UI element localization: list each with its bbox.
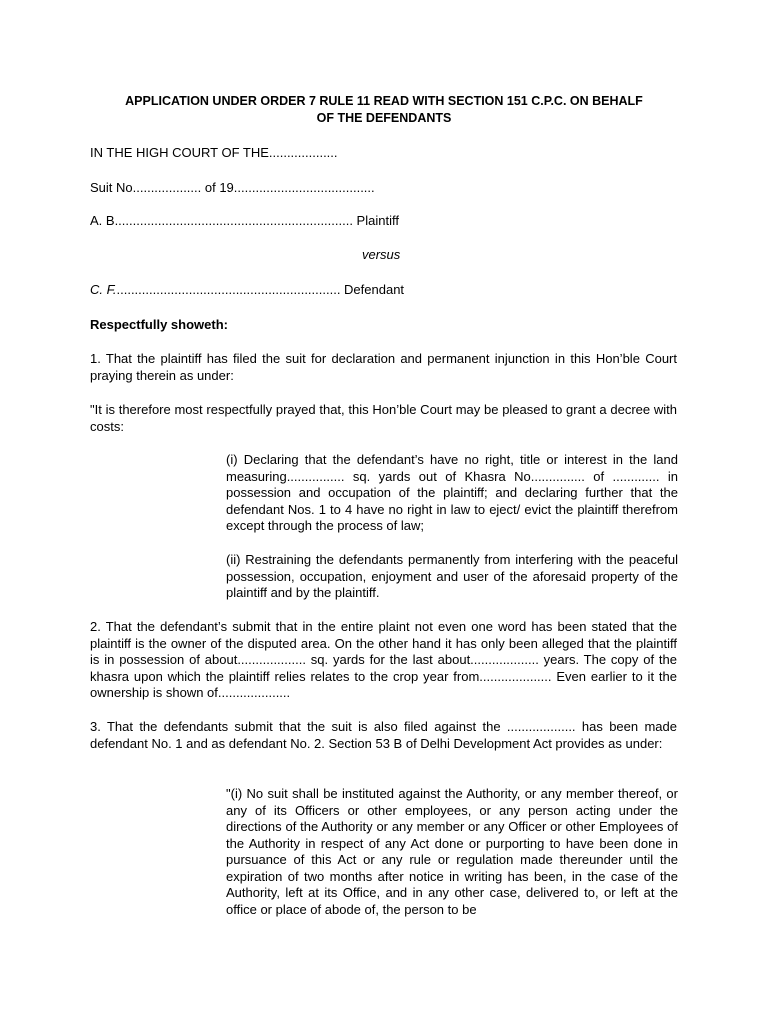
defendant-label: .............................................................. Defendant (116, 282, 405, 297)
title-line-1: APPLICATION UNDER ORDER 7 RULE 11 READ WITH SECTION 151 C.P.C. ON BEHALF (125, 94, 643, 108)
respectfully-showeth-heading: Respectfully showeth: (90, 317, 228, 332)
plaintiff-line: A. B.................................................................. Plaintiff (90, 213, 399, 228)
paragraph-2: 2. That the defendant’s submit that in the entire plaint not even one word has been stated that the plaintiff is the owner of the disputed area. On the other hand it has only been alleged that the plaintiff is in possession of about................... sq. yards for the last about................... years. The copy of the khasra upon which the plaintiff relies relates to the crop year from.................... Even earlier to it the ownership is shown of.................... (90, 619, 677, 700)
document-title (90, 93, 678, 126)
defendant-line (90, 282, 404, 299)
prayer-clause-i: (i) Declaring that the defendant’s have no right, title or interest in the land measuring................ sq. yards out of Khasra No............... of ............. in possession and occupation of the plaintiff; and declaring further that the defendant Nos. 1 to 4 have no right in law to eject/ evict the plaintiff therefrom except through the process of law; (226, 452, 678, 533)
paragraph-1: 1. That the plaintiff has filed the suit for declaration and permanent injunction in this Hon’ble Court praying therein as under: (90, 351, 677, 383)
court-line: IN THE HIGH COURT OF THE................... (90, 145, 338, 160)
paragraph-3: 3. That the defendants submit that the suit is also filed against the ................... has been made defendant No. 1 and as defendant No. 2. Section 53 B of Delhi Development Act provides as under: (90, 719, 677, 751)
title-line-2: OF THE DEFENDANTS (316, 110, 452, 125)
versus-text: versus (362, 247, 401, 262)
defendant-initials: C. F. (90, 282, 117, 297)
prayer-intro: "It is therefore most respectfully prayed that, this Hon’ble Court may be pleased to grant a decree with costs: (90, 402, 677, 434)
suit-number-line: Suit No................... of 19....................................... (90, 180, 375, 195)
prayer-clause-ii: (ii) Restraining the defendants permanently from interfering with the peaceful possession, occupation, enjoyment and user of the aforesaid property of the plaintiff and by the plaintiff. (226, 552, 678, 600)
statute-quote: "(i) No suit shall be instituted against the Authority, or any member thereof, or any of its Officers or other employees, or any person acting under the directions of the Authority or any member or any Officer or other Employees of the Authority in respect of any Act done or purporting to have been done in pursuance of this Act or any rule or regulation made thereunder until the expiration of two months after notice in writing has been, in the case of the Authority, left at its Office, and in any other case, delivered to, or left at the office or place of abode of, the person to be (226, 786, 678, 917)
